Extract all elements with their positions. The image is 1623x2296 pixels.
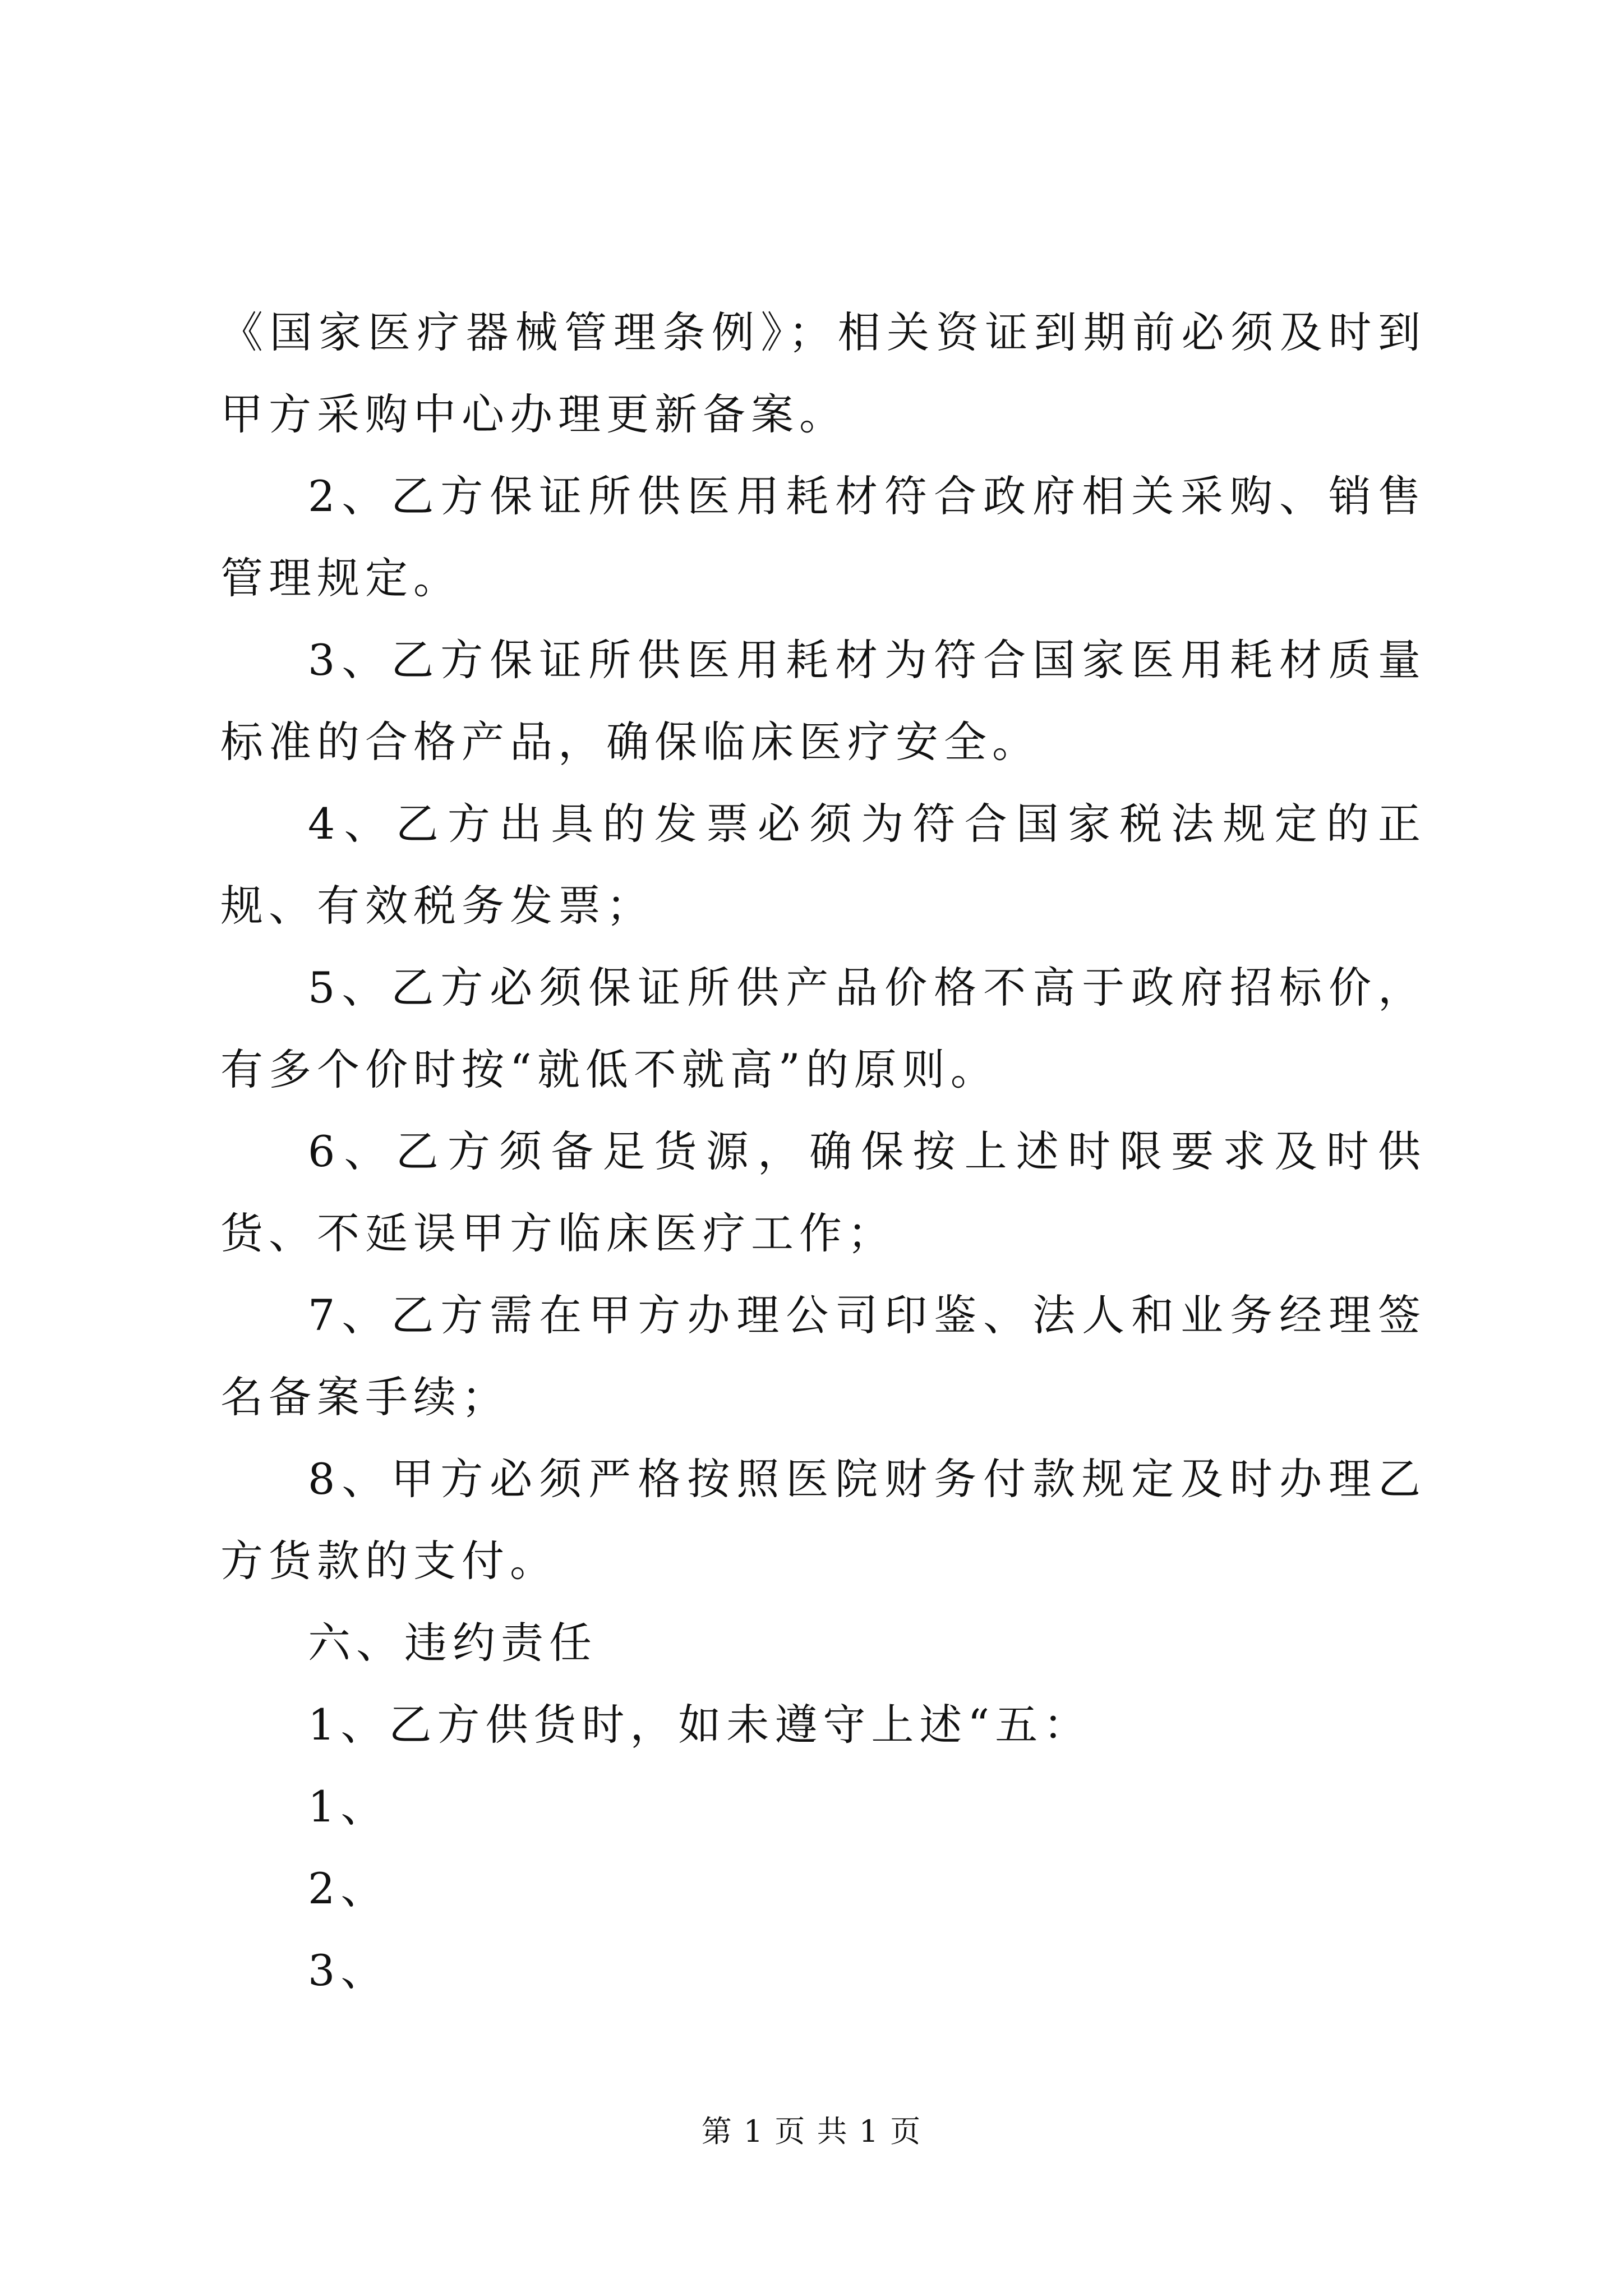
paragraph-clause-2: 2、乙方保证所供医用耗材符合政府相关采购、销售管理规定。 [220,471,1426,603]
paragraph-liability-1: 1、乙方供货时，如未遵守上述“五： [308,1700,1092,1750]
paragraph-clause-8: 8、甲方必须严格按照医院财务付款规定及时办理乙方货款的支付。 [220,1454,1426,1586]
list-item-3: 3、 [308,1945,389,1995]
document-body [220,292,1426,2012]
paragraph-clause-6: 6、乙方须备足货源，确保按上述时限要求及时供货、不延误甲方临床医疗工作； [220,1126,1426,1258]
paragraph-clause-7: 7、乙方需在甲方办理公司印鉴、法人和业务经理签名备案手续； [220,1290,1426,1422]
list-item-1: 1、 [308,1782,389,1832]
paragraph-clause-3: 3、乙方保证所供医用耗材为符合国家医用耗材质量标准的合格产品，确保临床医疗安全。 [220,635,1426,767]
paragraph-clause-5: 5、乙方必须保证所供产品价格不高于政府招标价，有多个价时按“就低不就高”的原则。 [220,963,1426,1094]
page-number-footer: 第 1 页 共 1 页 [701,2114,922,2149]
paragraph-regulation-continuation: 《国家医疗器械管理条例》；相关资证到期前必须及时到甲方采购中心办理更新备案。 [220,307,1426,439]
list-item-2: 2、 [308,1864,389,1913]
section-heading-liability: 六、违约责任 [308,1618,597,1668]
paragraph-clause-4: 4、乙方出具的发票必须为符合国家税法规定的正规、有效税务发票； [220,799,1426,931]
